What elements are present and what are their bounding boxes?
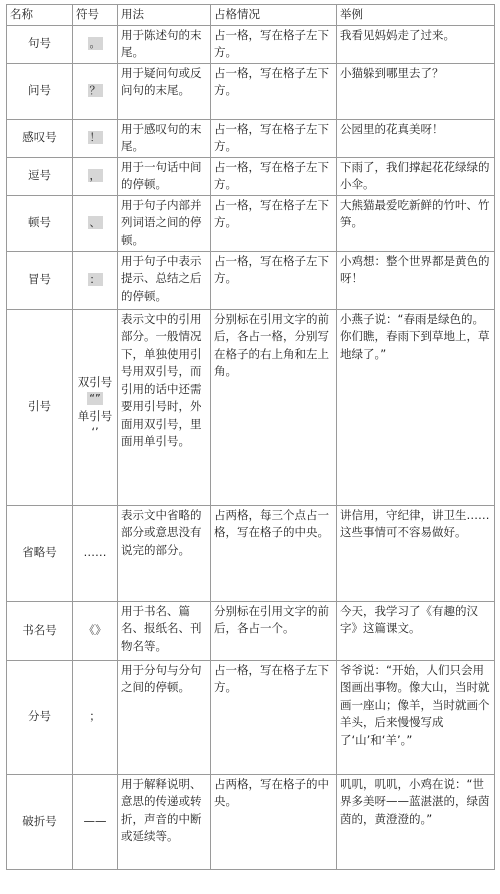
row-name: 省略号 bbox=[7, 505, 73, 601]
row-example: 小燕子说：“春雨是绿色的。你们瞧，春雨下到草地上，草地绿了。” bbox=[337, 309, 495, 505]
row-name: 分号 bbox=[7, 660, 73, 774]
header-example: 举例 bbox=[337, 5, 495, 26]
symbol-mark: ？ bbox=[89, 84, 101, 98]
row-position: 占一格，写在格子左下方。 bbox=[211, 25, 337, 63]
row-name: 顿号 bbox=[7, 195, 73, 251]
row-example: 我看见妈妈走了过来。 bbox=[337, 25, 495, 63]
row-name: 冒号 bbox=[7, 251, 73, 309]
row-example: 今天，我学习了《有趣的汉字》这篇课文。 bbox=[337, 601, 495, 660]
row-example: 小猫躲到哪里去了？ bbox=[337, 63, 495, 119]
table-row bbox=[7, 195, 495, 251]
header-row bbox=[7, 5, 495, 26]
row-usage: 用于解释说明、意思的传递或转折，声音的中断或延续等。 bbox=[118, 774, 211, 869]
header-position: 占格情况 bbox=[211, 5, 337, 26]
row-example: 大熊猫最爱吃新鲜的竹叶、竹笋。 bbox=[337, 195, 495, 251]
row-usage: 表示文中的引用部分。一般情况下，单独使用引号用双引号，而引用的话中还需要用引号时，外面用双引号，里面用单引号。 bbox=[118, 309, 211, 505]
row-position: 占一格，写在格子左下方。 bbox=[211, 157, 337, 195]
table-row bbox=[7, 505, 495, 601]
row-example: 下雨了，我们撑起花花绿绿的小伞。 bbox=[337, 157, 495, 195]
table-row bbox=[7, 63, 495, 119]
row-example: 叽叽，叽叽，小鸡在说：“世界多美呀——蓝湛湛的，绿茵茵的，黄澄澄的。” bbox=[337, 774, 495, 869]
table-row bbox=[7, 660, 495, 774]
symbol-mark: ， bbox=[89, 169, 101, 183]
table-row bbox=[7, 251, 495, 309]
row-name: 句号 bbox=[7, 25, 73, 63]
row-usage: 用于句子内部并列词语之间的停顿。 bbox=[118, 195, 211, 251]
single-quote-label: 单引号 bbox=[77, 408, 113, 423]
row-symbol: …… bbox=[73, 505, 118, 601]
row-name: 书名号 bbox=[7, 601, 73, 660]
header-usage: 用法 bbox=[118, 5, 211, 26]
row-name: 破折号 bbox=[7, 774, 73, 869]
row-position: 占一格，写在格子左下方。 bbox=[211, 660, 337, 774]
row-example: 公园里的花真美呀！ bbox=[337, 119, 495, 157]
single-quote-mark: ‘’ bbox=[91, 424, 99, 439]
row-position: 分别标在引用文字的前后，各占一个。 bbox=[211, 601, 337, 660]
row-symbol bbox=[73, 309, 118, 505]
row-symbol bbox=[73, 63, 118, 119]
row-example: 爷爷说：“开始，人们只会用图画出事物。像大山，当时就画一座山；像羊，当时就画个羊头，后来慢慢写成了‘山’和‘羊’。” bbox=[337, 660, 495, 774]
row-usage: 用于句子中表示提示、总结之后的停顿。 bbox=[118, 251, 211, 309]
row-symbol: 《》 bbox=[73, 601, 118, 660]
punctuation-table bbox=[6, 4, 495, 870]
symbol-mark: ！ bbox=[89, 131, 101, 145]
row-symbol bbox=[73, 25, 118, 63]
symbol-mark: ： bbox=[89, 273, 101, 287]
row-symbol bbox=[73, 119, 118, 157]
row-position: 占一格，写在格子左下方。 bbox=[211, 251, 337, 309]
row-name: 问号 bbox=[7, 63, 73, 119]
row-symbol bbox=[73, 251, 118, 309]
double-quote-mark: “” bbox=[89, 392, 101, 406]
row-name: 感叹号 bbox=[7, 119, 73, 157]
row-usage: 用于一句话中间的停顿。 bbox=[118, 157, 211, 195]
symbol-mark: 。 bbox=[89, 37, 101, 51]
row-symbol: ； bbox=[73, 660, 118, 774]
row-usage: 用于书名、篇名、报纸名、刊物名等。 bbox=[118, 601, 211, 660]
row-usage: 用于分句与分句之间的停顿。 bbox=[118, 660, 211, 774]
row-position: 占两格，写在格子的中央。 bbox=[211, 774, 337, 869]
table-row bbox=[7, 157, 495, 195]
row-name: 引号 bbox=[7, 309, 73, 505]
symbol-mark: 、 bbox=[89, 216, 101, 230]
row-position: 占一格，写在格子左下方。 bbox=[211, 119, 337, 157]
row-symbol: —— bbox=[73, 774, 118, 869]
row-position: 占一格，写在格子左下方。 bbox=[211, 63, 337, 119]
table-row bbox=[7, 601, 495, 660]
table-row bbox=[7, 774, 495, 869]
row-symbol bbox=[73, 195, 118, 251]
row-usage: 用于陈述句的末尾。 bbox=[118, 25, 211, 63]
row-usage: 用于感叹句的末尾。 bbox=[118, 119, 211, 157]
table-row bbox=[7, 309, 495, 505]
row-position: 分别标在引用文字的前后，各占一格，分别写在格子的右上角和左上角。 bbox=[211, 309, 337, 505]
double-quote-label: 双引号 bbox=[77, 375, 113, 390]
table-row bbox=[7, 119, 495, 157]
row-symbol bbox=[73, 157, 118, 195]
header-symbol: 符号 bbox=[73, 5, 118, 26]
row-example: 小鸡想：整个世界都是黄色的呀！ bbox=[337, 251, 495, 309]
table-row bbox=[7, 25, 495, 63]
row-usage: 表示文中省略的部分或意思没有说完的部分。 bbox=[118, 505, 211, 601]
row-position: 占一格，写在格子左下方。 bbox=[211, 195, 337, 251]
row-position: 占两格，每三个点占一格，写在格子的中央。 bbox=[211, 505, 337, 601]
row-name: 逗号 bbox=[7, 157, 73, 195]
header-name: 名称 bbox=[7, 5, 73, 26]
row-example: 讲信用，守纪律，讲卫生……这些事情可不容易做好。 bbox=[337, 505, 495, 601]
row-usage: 用于疑问句或反问句的末尾。 bbox=[118, 63, 211, 119]
